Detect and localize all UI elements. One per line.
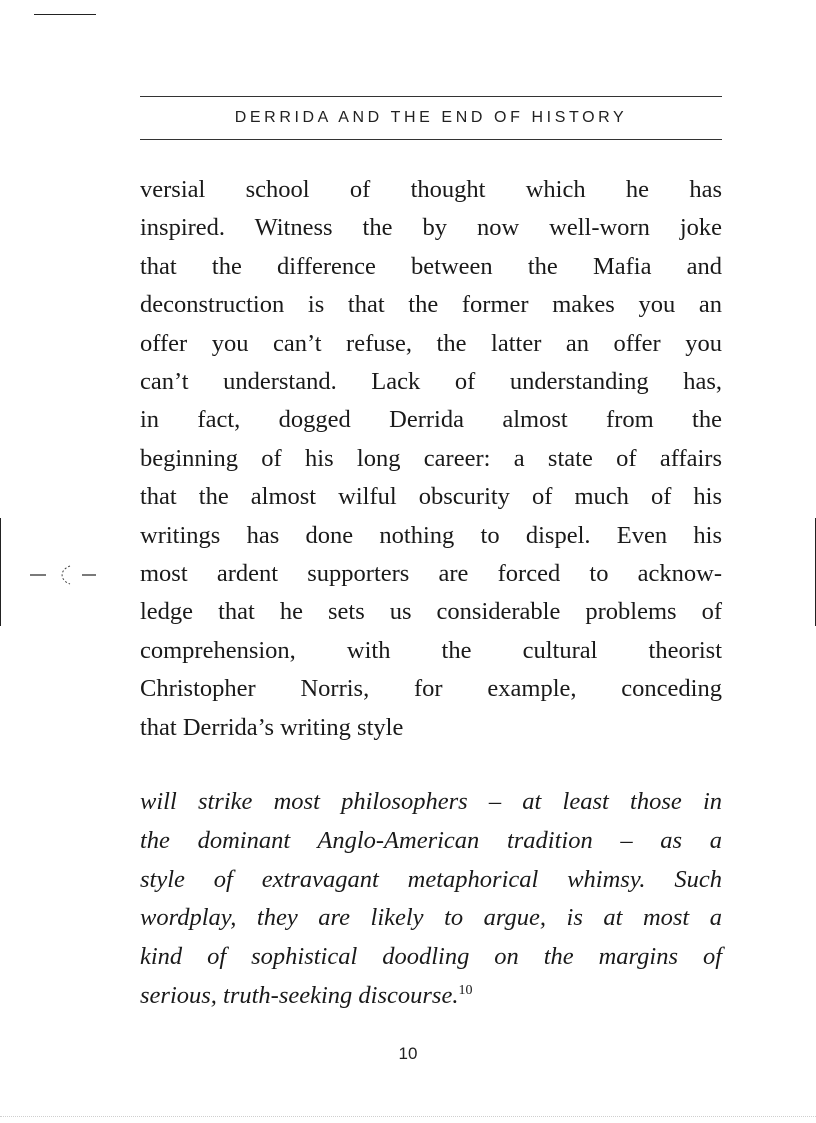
body-line: offer you can’t refuse, the latter an offer you: [140, 329, 722, 357]
quote-last-line: [140, 977, 722, 1016]
page-bottom-rule: [0, 1116, 816, 1117]
quote-line: will strike most philosophers – at least those in: [140, 788, 722, 815]
block-quote: [140, 783, 722, 1016]
body-line: deconstruction is that the former makes you an: [140, 291, 722, 319]
header-rule-bottom: [140, 139, 722, 140]
quote-line: the dominant Anglo-American tradition – as a: [140, 826, 722, 854]
body-line: ledge that he sets us considerable problems of: [140, 598, 722, 626]
quote-line: wordplay, they are likely to argue, is at most a: [140, 904, 722, 932]
page-number: 10: [398, 1044, 418, 1063]
body-line: can’t understand. Lack of understanding has,: [140, 368, 722, 396]
body-line: most ardent supporters are forced to acknow-: [140, 560, 722, 588]
body-line: comprehension, with the cultural theorist: [140, 636, 722, 664]
body-line: versial school of thought which he has: [140, 176, 722, 203]
footnote-marker[interactable]: 10: [458, 982, 473, 998]
quote-line: kind of sophistical doodling on the margins of: [140, 943, 722, 971]
page-edge-left: [0, 518, 1, 626]
crop-mark-top-left: [34, 14, 96, 15]
registration-mark-icon: [30, 562, 100, 588]
body-line: beginning of his long career: a state of affairs: [140, 444, 722, 472]
body-paragraph: [140, 171, 722, 747]
quote-line: serious, truth-seeking discourse.: [140, 981, 459, 1009]
body-line: that Derrida’s writing style: [140, 713, 404, 741]
body-line: writings has done nothing to dispel. Even his: [140, 521, 722, 549]
body-line: that the almost wilful obscurity of much of his: [140, 483, 722, 511]
running-header: [140, 96, 722, 140]
body-line: in fact, dogged Derrida almost from the: [140, 406, 722, 434]
body-line: that the difference between the Mafia and: [140, 252, 722, 280]
body-line: inspired. Witness the by now well-worn joke: [140, 214, 722, 242]
quote-line: style of extravagant metaphorical whimsy. Such: [140, 865, 722, 893]
running-title: DERRIDA AND THE END OF HISTORY: [234, 109, 628, 126]
body-line: Christopher Norris, for example, conceding: [140, 675, 722, 703]
